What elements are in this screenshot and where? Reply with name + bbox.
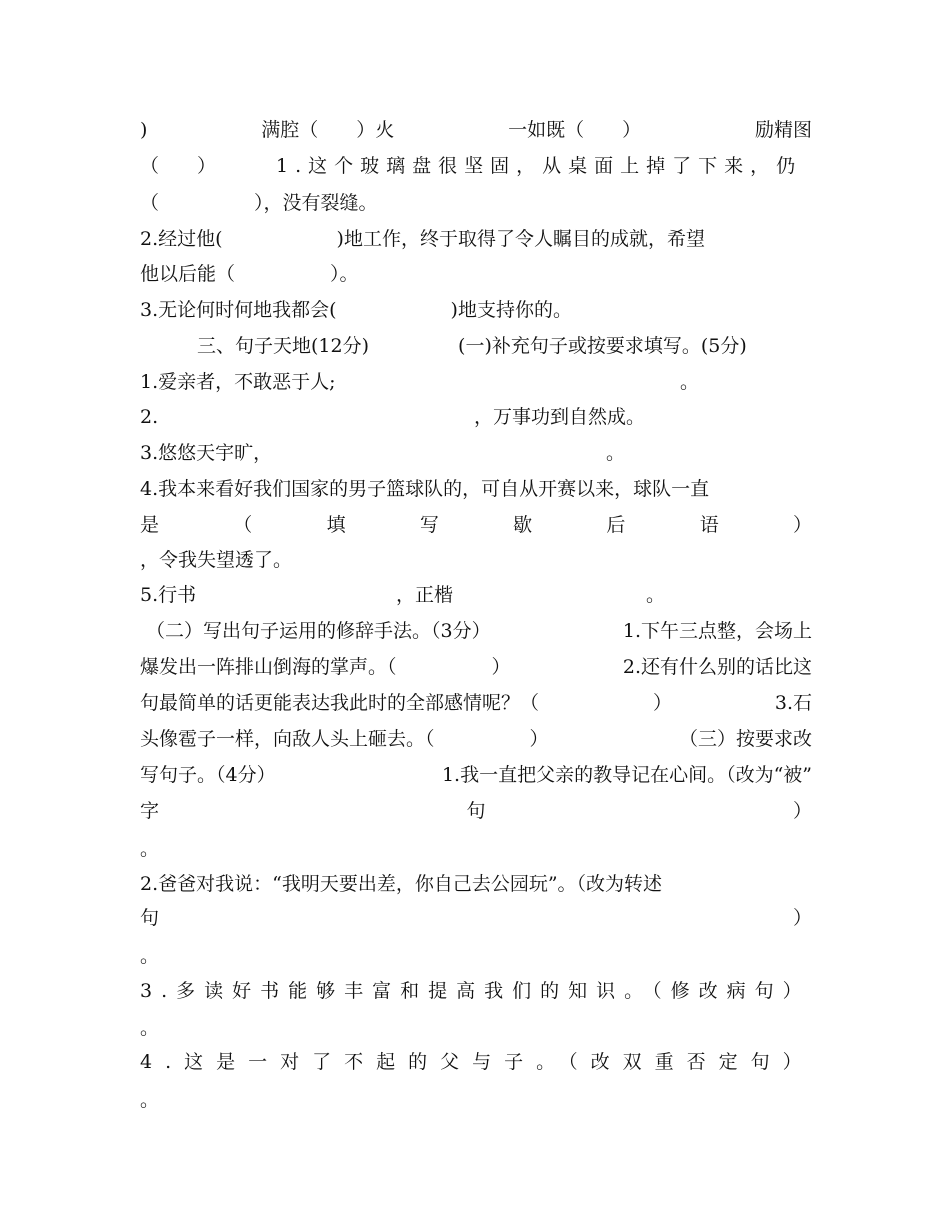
text-line-23: [140, 903, 812, 933]
line-segment: 写: [419, 514, 439, 536]
line-segment: 满腔（ ）火: [261, 119, 395, 141]
line-segment: 后: [606, 514, 626, 536]
text-line-4: 2.经过他( )地工作，终于取得了令人瞩目的成就，希望: [140, 228, 705, 250]
line-text: 5.行书: [140, 584, 197, 606]
line-segment: 3.石: [774, 692, 812, 714]
text-line-20: [140, 796, 812, 826]
line-segment: （: [233, 514, 253, 536]
line-text: 1.爱亲者，不敢恶于人;: [140, 371, 336, 393]
line-end-mark: 。: [606, 442, 626, 464]
line-segment: 1.我一直把父亲的教导记在心间。（改为“被”: [441, 764, 812, 786]
line-end-text: ，万事功到自然成。: [474, 406, 646, 428]
line-end-mark: 。: [680, 371, 700, 393]
line-segment: 1.这个玻璃盘很坚固，从桌面上掉了下来，仍: [276, 155, 803, 177]
line-segment: 励精图: [754, 119, 812, 141]
text-line-8: [140, 367, 812, 397]
line-segment: （三）按要求改: [678, 728, 812, 750]
text-line-5: 他以后能（ ）。: [140, 263, 359, 285]
text-line-17: [140, 688, 812, 718]
line-segment: ): [140, 119, 148, 141]
text-line-26: 。: [140, 1017, 160, 1039]
text-line-1: [140, 115, 812, 145]
text-line-13: ，令我失望透了。: [140, 549, 293, 571]
text-line-28: 。: [140, 1089, 160, 1111]
line-segment: 歇: [513, 514, 533, 536]
line-segment: 2.还有什么别的话比这: [622, 656, 812, 678]
text-line-18: [140, 724, 812, 754]
line-segment: 1.下午三点整，会场上: [622, 620, 812, 642]
line-segment: 一如既（ ）: [508, 119, 642, 141]
line-segment: 语: [699, 514, 719, 536]
text-line-21: 。: [140, 838, 160, 860]
line-segment: 写句子。（4分）: [140, 764, 276, 786]
line-segment: 填: [326, 514, 346, 536]
text-line-19: [140, 760, 812, 790]
line-segment: 是: [140, 514, 160, 536]
line-segment: 句: [140, 907, 160, 929]
text-line-14: [140, 580, 812, 610]
text-line-15: [140, 616, 812, 646]
text-line-22: 2.爸爸对我说：“我明天要出差，你自己去公园玩”。（改为转述: [140, 873, 663, 895]
text-line-24: 。: [140, 945, 160, 967]
line-segment: ）: [792, 907, 812, 929]
text-line-25: 3.多读好书能够丰富和提高我们的知识。（修改病句）: [140, 980, 811, 1002]
text-line-9: [140, 402, 812, 432]
line-segment: 头像雹子一样，向敌人头上砸去。（ ）: [140, 728, 549, 750]
text-line-2: [140, 151, 812, 181]
line-mid-text: ，正楷: [396, 584, 454, 606]
text-line-3: （ ），没有裂缝。: [140, 192, 378, 214]
line-segment: 句最简单的话更能表达我此时的全部感情呢？（ ）: [140, 692, 673, 714]
line-end-mark: 。: [646, 584, 666, 606]
text-line-10: [140, 438, 812, 468]
section-title: 三、句子天地(12分): [140, 335, 370, 357]
line-segment: ）: [792, 800, 812, 822]
subsection-title: (一)补充句子或按要求填写。(5分): [458, 335, 747, 357]
line-segment: 字: [140, 800, 160, 822]
line-segment: 爆发出一阵排山倒海的掌声。（ ）: [140, 656, 511, 678]
line-segment: 句: [466, 800, 486, 822]
text-line-27: 4.这是一对了不起的父与子。（改双重否定句）: [140, 1051, 815, 1073]
line-segment: ）: [792, 514, 812, 536]
line-text: 3.悠悠天宇旷，: [140, 442, 273, 464]
text-line-11: 4.我本来看好我们国家的男子篮球队的，可自从开赛以来，球队一直: [140, 478, 710, 500]
line-segment: （二）写出句子运用的修辞手法。（3分）: [140, 620, 491, 642]
text-line-16: [140, 652, 812, 682]
line-segment: （ ）: [140, 155, 217, 177]
line-text: 2.: [140, 406, 159, 428]
section-heading-3: [140, 331, 812, 361]
text-line-12: [140, 510, 812, 540]
text-line-6: 3.无论何时何地我都会( )地支持你的。: [140, 299, 572, 321]
